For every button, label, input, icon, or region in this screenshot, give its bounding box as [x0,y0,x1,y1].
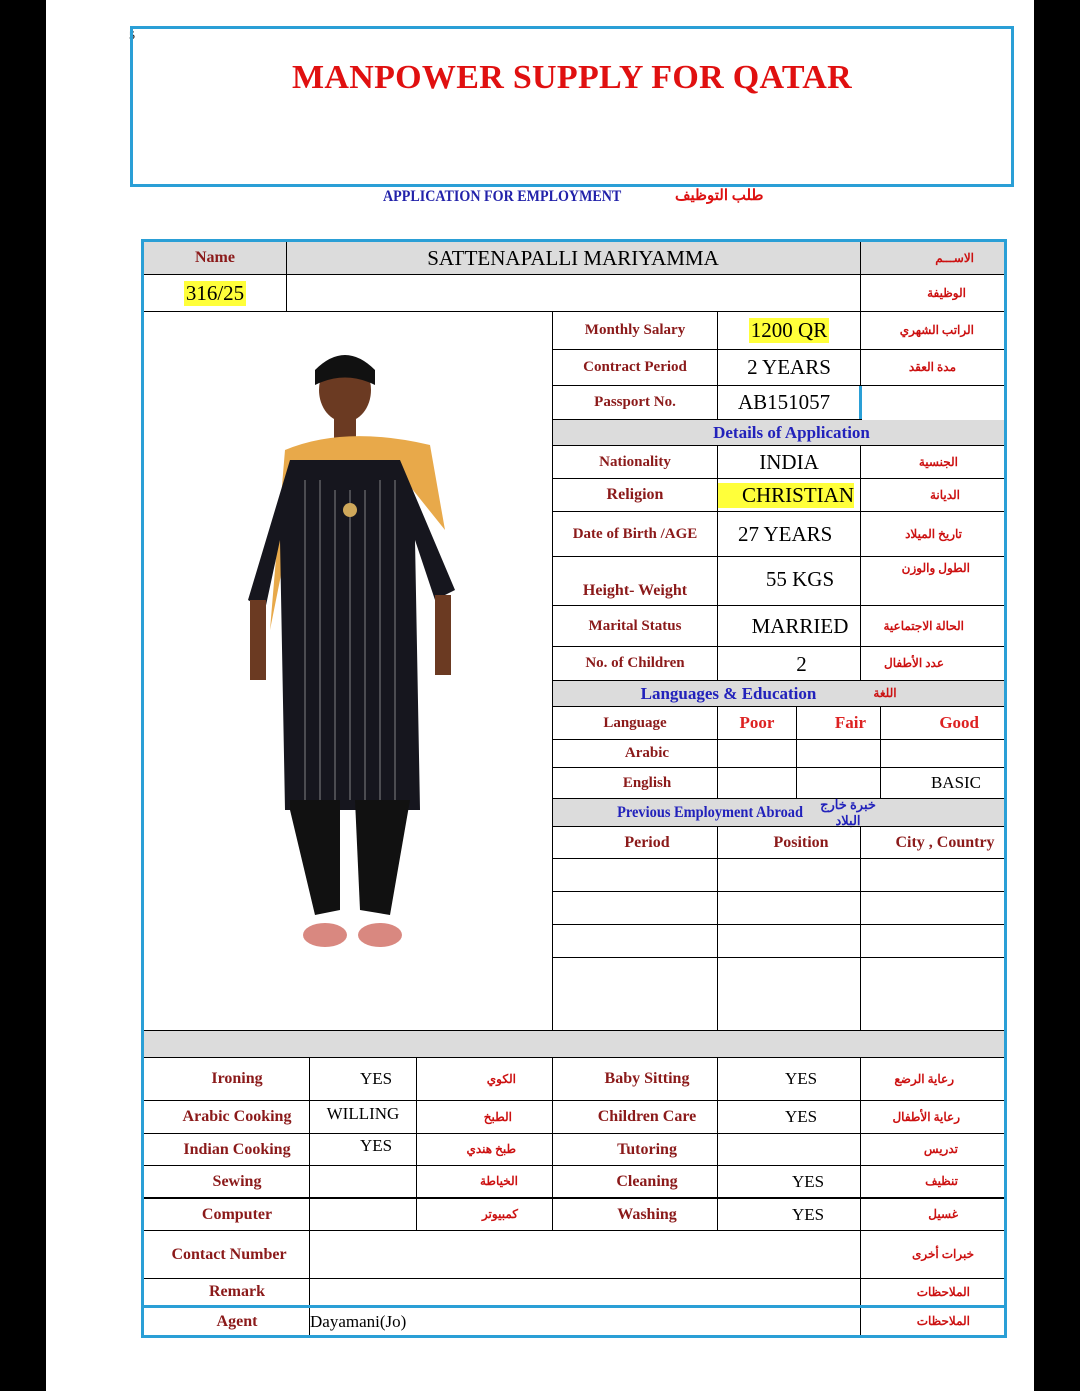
marital-status-value: MARRIED [751,613,849,638]
reference-number: 316/25 [185,280,245,305]
monthly-salary-label: Monthly Salary [584,322,686,338]
contract-period-label: Contract Period [583,359,687,375]
contact-number-value [310,1231,860,1278]
monthly-salary-value: 1200 QR [750,318,828,342]
skill-indian-cooking-arabic: طبخ هندي [466,1142,516,1156]
previous-employment-title: Previous Employment Abroad [617,803,803,821]
city-country-column-header: City , Country [895,833,995,851]
skill-computer-arabic: كمبيوتر [481,1207,518,1221]
contact-number-arabic: خبرات أخرى [911,1247,974,1261]
passport-value: AB151057 [738,390,831,414]
agent-label: Agent [216,1312,258,1330]
applicant-name: SATTENAPALLI MARIYAMMA [427,245,719,270]
skill-children-care-arabic: رعاية الأطفال [892,1109,960,1124]
height-weight-label: Height- Weight [582,581,688,599]
marital-status-arabic: الحالة الاجتماعية [883,618,964,633]
nationality-arabic: الجنسية [918,454,958,469]
nationality-value: INDIA [759,449,819,474]
skill-indian-cooking-label: Indian Cooking [183,1140,291,1158]
religion-arabic: الديانة [929,487,960,502]
skill-computer-label: Computer [201,1205,273,1223]
poor-column-header: Poor [739,713,775,732]
passport-label: Passport No. [594,394,676,410]
good-column-header: Good [939,713,979,732]
name-arabic-label: الاســـم [935,250,974,265]
form-subtitle-arabic: طلب التوظيف [675,188,764,204]
skill-washing-value: YES [791,1204,825,1224]
skill-ironing-value: YES [359,1069,393,1088]
skill-baby-sitting-label: Baby Sitting [604,1070,690,1087]
skill-computer-value [310,1199,416,1230]
page-title: MANPOWER SUPPLY FOR QATAR [292,59,852,96]
skill-sewing-label: Sewing [212,1172,262,1190]
name-label: Name [195,249,235,266]
title-box [130,26,1014,187]
nationality-label: Nationality [599,453,671,470]
height-weight-value: 55 KGS [765,567,835,591]
height-weight-arabic: الطول والوزن [901,560,970,575]
skill-washing-label: Washing [617,1205,677,1223]
skill-baby-sitting-arabic: رعاية الرضع [894,1071,954,1086]
children-arabic: عدد الأطفال [884,656,944,670]
agent-arabic: الملاحظات [916,1314,970,1328]
skill-tutoring-arabic: تدريس [923,1142,958,1156]
arabic-good-value [881,740,1004,767]
children-label: No. of Children [585,655,685,671]
applicant-photo [230,330,490,980]
languages-arabic: اللغة [873,686,897,700]
contract-period-arabic: مدة العقد [908,360,956,374]
skill-cleaning-arabic: تنظيف [925,1174,958,1188]
fair-column-header: Fair [834,713,866,732]
skill-indian-cooking-value: YES [359,1136,393,1155]
skill-tutoring-value [718,1134,884,1165]
religion-value: CHRISTIAN [718,483,854,508]
skill-children-care-value: YES [784,1107,818,1126]
dob-arabic: تاريخ الميلاد [905,526,962,541]
contract-period-value: 2 YEARS [747,355,831,379]
children-value: 2 [796,652,807,676]
remark-label: Remark [209,1283,265,1300]
position-arabic-label: الوظيفة [927,285,966,300]
skill-tutoring-label: Tutoring [617,1140,677,1158]
page-mark: 5 [129,28,135,42]
language-column-header: Language [603,714,667,731]
arabic-language-label: Arabic [624,745,670,761]
skill-arabic-cooking-value: WILLING [326,1104,400,1123]
monthly-salary-arabic: الراتب الشهري [899,323,974,337]
skill-children-care-label: Children Care [597,1108,697,1125]
english-language-label: English [622,774,672,791]
position-column-header: Position [773,833,829,851]
skill-washing-arabic: غسيل [928,1207,958,1221]
skill-cleaning-value: YES [791,1171,825,1191]
dob-label: Date of Birth /AGE [572,525,698,542]
skill-baby-sitting-value: YES [784,1069,818,1088]
skill-ironing-label: Ironing [211,1070,263,1087]
religion-label: Religion [606,486,664,503]
agent-value: Dayamani(Jo) [310,1311,407,1331]
english-good-value: BASIC [930,773,982,792]
skill-arabic-cooking-arabic: الطبخ [483,1109,512,1124]
skill-arabic-cooking-label: Arabic Cooking [182,1108,292,1125]
skill-ironing-arabic: الكوي [486,1071,516,1086]
details-section-title: Details of Application [713,422,870,442]
remark-value [310,1279,860,1305]
remark-arabic: الملاحظات [916,1284,970,1299]
marital-status-label: Marital Status [588,617,682,634]
previous-employment-arabic: خبرة خارج البلاد [820,796,876,828]
dob-value: 27 YEARS [738,521,833,546]
contact-number-label: Contact Number [171,1245,287,1263]
skill-sewing-arabic: الخياطة [480,1174,518,1188]
period-column-header: Period [624,833,670,851]
form-subtitle: APPLICATION FOR EMPLOYMENT [383,188,622,205]
languages-section-title: Languages & Education [640,683,817,703]
skill-sewing-value [310,1166,416,1197]
skill-cleaning-label: Cleaning [616,1172,678,1190]
